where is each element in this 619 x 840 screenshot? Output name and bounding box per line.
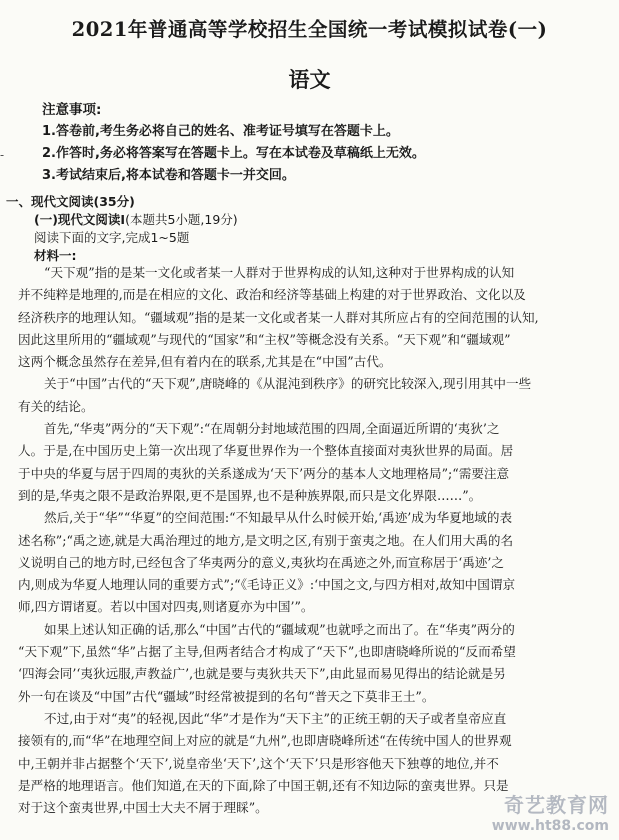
passage-line: 是严格的地理语言。他们知道,在天的下面,除了中国王朝,还有不知边际的蛮夷世界。只是 (18, 777, 509, 793)
notice-item: 2.作答时,务必将答案写在答题卡上。写在本试卷及草稿纸上无效。 (42, 146, 425, 161)
subsection-heading (34, 210, 238, 228)
notice-heading: 注意事项: (42, 102, 102, 118)
passage-line: 人。于是,在中国历史上第一次出现了华夏世界作为一个整体直接面对夷狄世界的局面。居 (18, 443, 514, 459)
passage-line: 接领有的,而“华”在地理空间上对应的就是“九州”,也即唐晓峰所述“在传统中国人的世界观 (18, 733, 512, 749)
subject-title: 语文 (288, 68, 331, 92)
passage-line: 并不纯粹是地理的,而是在相应的文化、政治和经济等基础上构建的对于世界政治、文化以及 (18, 287, 526, 303)
reading-instruction: 阅读下面的文字,完成1~5题 (34, 230, 190, 245)
passage-line: “天下观”指的是某一文化或者某一人群对于世界构成的认知,这种对于世界构成的认知 (44, 265, 515, 280)
margin-mark: - (0, 148, 5, 162)
passage-line: 然后,关于“华”“华夏”的空间范围:“不知最早从什么时候开始,‘禹迹’成为华夏地域的表 (44, 510, 513, 526)
passage-line: 对于这个蛮夷世界,中国士大夫不屑于理睬”。 (18, 800, 268, 816)
watermark-url: www.ht88.com (491, 818, 609, 834)
subsection-label: (一)现代文阅读Ⅰ (34, 212, 126, 227)
watermark-brand: 奇艺教育网 (504, 793, 609, 817)
passage-line: 内,则成为华夏人地理认同的重要方式”;“《毛诗正义》:‘中国之文,与四方相对,故知中国谓京 (18, 577, 516, 593)
passage-line: 这两个概念虽然存在差异,但有着内在的联系,尤其是在“中国”古代。 (18, 354, 392, 370)
material-label: 材料一: (34, 248, 77, 263)
passage-line: 不过,由于对“夷”的轻视,因此“华”才是作为“天下主”的正统王朝的天子或者皇帝应直 (44, 710, 507, 726)
passage-line: 述名称”;“禹之迹,就是大禹治理过的地方,是文明之区,有别于蛮夷之地。在人们用大禹的名 (18, 532, 514, 548)
notice-item: 3.考试结束后,将本试卷和答题卡一并交回。 (42, 168, 295, 183)
passage-line: 因此这里所用的“疆域观”与现代的“国家”和“主权”等概念没有关系。“天下观”和“疆域观” (18, 331, 511, 347)
subsection-info: (本题共5小题,19分) (125, 212, 238, 227)
exam-title: 2021年普通高等学校招生全国统一考试模拟试卷(一) (71, 18, 548, 41)
passage-line: 经济秩序的地理认知。“疆域观”指的是某一文化或者某一人群对其所应占有的空间范围的认知, (18, 309, 539, 325)
passage-line: 如果上述认知正确的话,那么“中国”古代的“疆域观”也就呼之而出了。在“华夷”两分的 (44, 621, 515, 637)
notice-block (42, 99, 425, 187)
passage-line: 到的是,华夷之限不是政治界限,更不是国界,也不是种族界限,而只是文化界限……”。 (18, 487, 482, 503)
section-heading: 一、现代文阅读(35分) (6, 194, 135, 209)
passage-line: 关于“中国”古代的“天下观”,唐晓峰的《从混沌到秩序》的研究比较深入,现引用其中一些 (44, 376, 532, 392)
passage-line: ‘四海会同’‘夷狄远服,声教益广’,也就是要与夷狄共天下”,由此显而易见得出的结论就是另 (18, 666, 506, 682)
passage-line: 首先,“华夷”两分的“天下观”:“在周朝分封地域范围的四周,全面逼近所谓的‘夷狄’之 (44, 421, 500, 437)
passage-line: 师,四方谓诸夏。若以中国对四夷,则诸夏亦为中国’”。 (18, 599, 314, 615)
passage-line: 外一句在谈及“中国”古代“疆域”时经常被提到的名句“普天之下莫非王土”。 (18, 688, 435, 704)
passage-line: 中,王朝并非占据整个‘天下’,说皇帝坐‘天下’,这个‘天下’只是形容他天下独尊的地位,并不 (18, 755, 499, 771)
passage-line: 于中央的华夏与居于四周的夷狄的关系遂成为‘天下’两分的基本人文地理格局”;“需要注意 (18, 465, 510, 481)
passage-line: 义说明自己的地方时,已经包含了华夷两分的意义,夷狄均在禹迹之外,而宣称居于‘禹迹’之 (18, 554, 504, 570)
notice-item: 1.答卷前,考生务必将自己的姓名、准考证号填写在答题卡上。 (42, 124, 399, 139)
passage-body (18, 262, 608, 819)
passage-line: “天下观”下,虽然“华”占据了主导,但两者结合才构成了“天下”,也即唐晓峰所说的“反而希望 (18, 644, 516, 660)
passage-line: 有关的结论。 (18, 398, 94, 414)
watermark (492, 789, 609, 834)
